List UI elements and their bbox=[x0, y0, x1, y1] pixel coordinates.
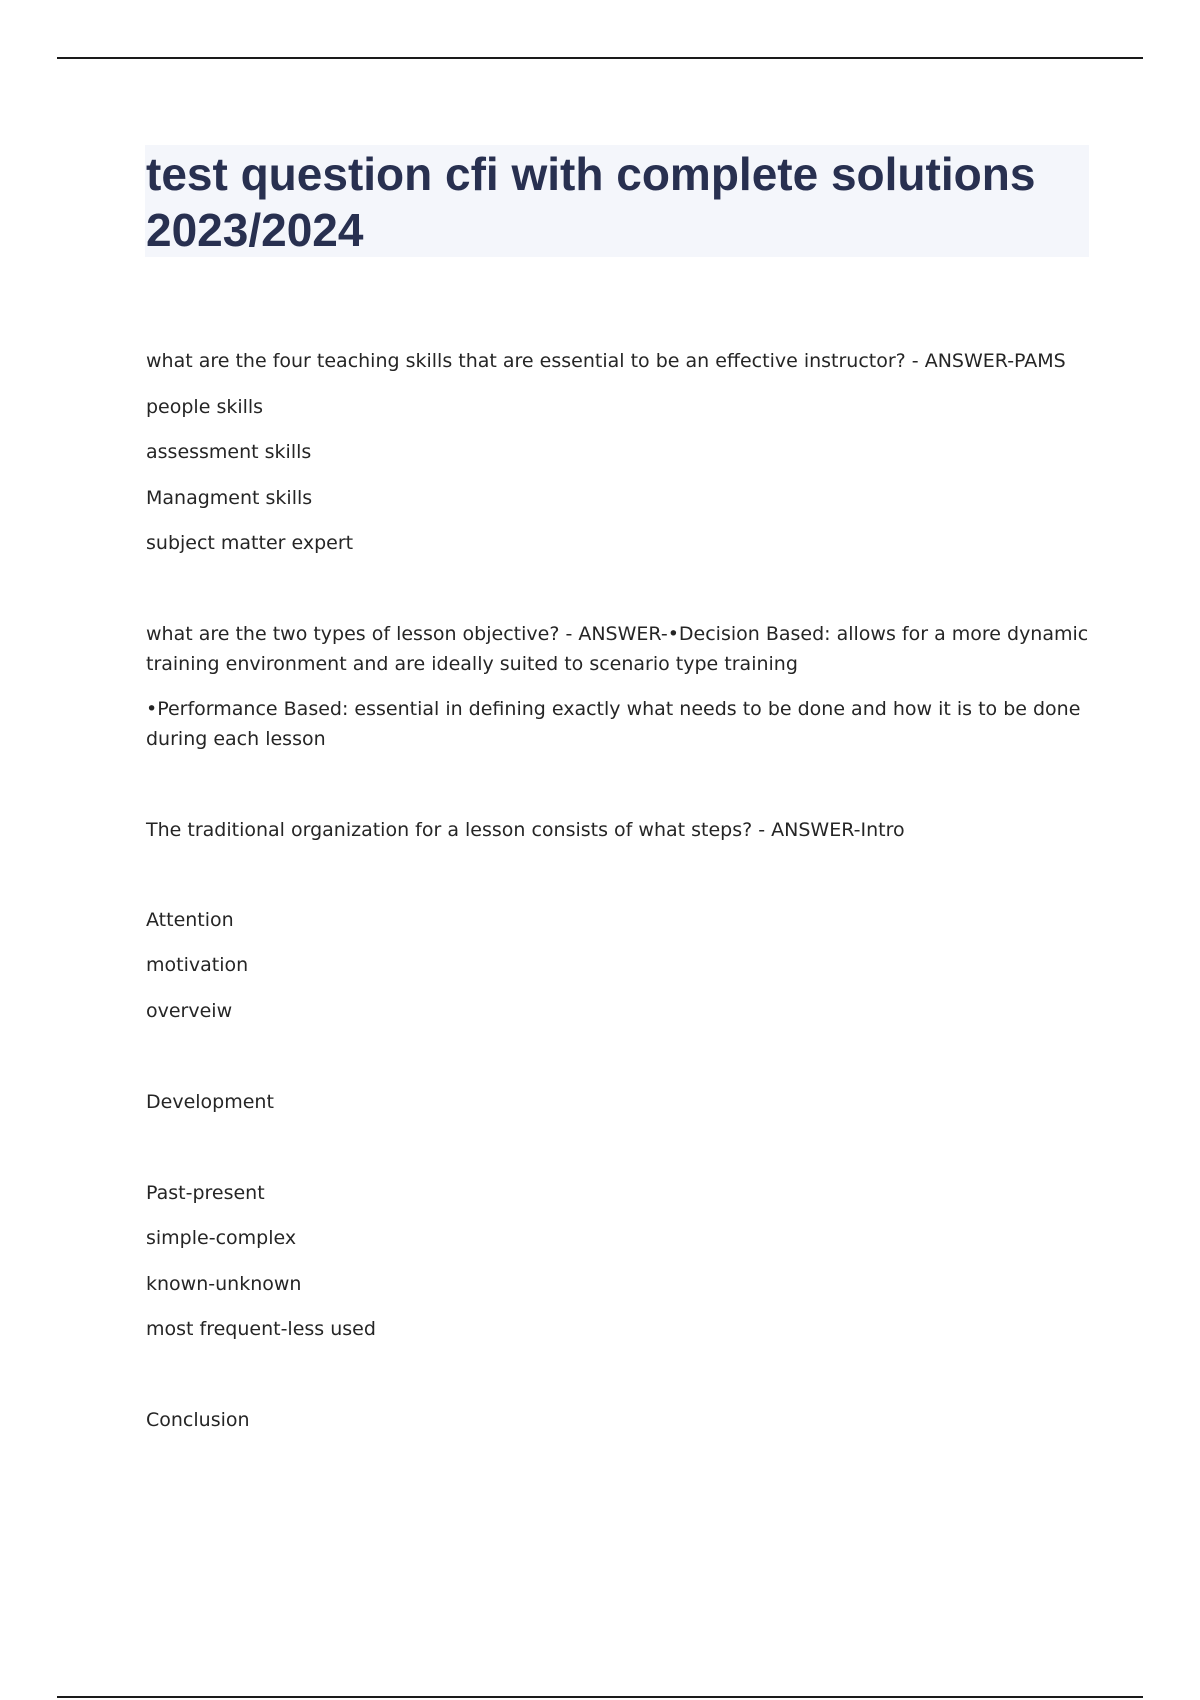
q3-intro-item: overveiw bbox=[146, 1000, 233, 1022]
bottom-rule bbox=[57, 1696, 1143, 1698]
q3-conclusion-heading: Conclusion bbox=[146, 1409, 250, 1431]
q3-development-item: Past-present bbox=[146, 1182, 265, 1204]
q3-development-item: simple-complex bbox=[146, 1227, 297, 1249]
q3-development-item: known-unknown bbox=[146, 1273, 302, 1295]
q1-answer-item: subject matter expert bbox=[146, 532, 354, 554]
q2-answer-performance: •Performance Based: essential in defining exactly what needs to be done and how it is to be done during each lesson bbox=[146, 698, 1081, 750]
q3-intro-item: Attention bbox=[146, 909, 234, 931]
q3-development-item: most frequent-less used bbox=[146, 1318, 376, 1340]
document-title: test question cfi with complete solutions 2023/2024 bbox=[146, 148, 1036, 256]
q1-answer-item: Managment skills bbox=[146, 487, 313, 509]
question-2: what are the two types of lesson objective? - ANSWER-•Decision Based: allows for a more dynamic training environment and are ideally suited to scenario type training bbox=[146, 623, 1089, 675]
q3-development-heading: Development bbox=[146, 1091, 274, 1113]
q1-answer-item: people skills bbox=[146, 396, 264, 418]
q3-intro-item: motivation bbox=[146, 954, 249, 976]
question-3: The traditional organization for a lesson consists of what steps? - ANSWER-Intro bbox=[146, 819, 905, 841]
q1-answer-item: assessment skills bbox=[146, 441, 312, 463]
question-1: what are the four teaching skills that are essential to be an effective instructor? - ANSWER-PAMS bbox=[146, 350, 1066, 372]
top-rule bbox=[57, 57, 1143, 59]
